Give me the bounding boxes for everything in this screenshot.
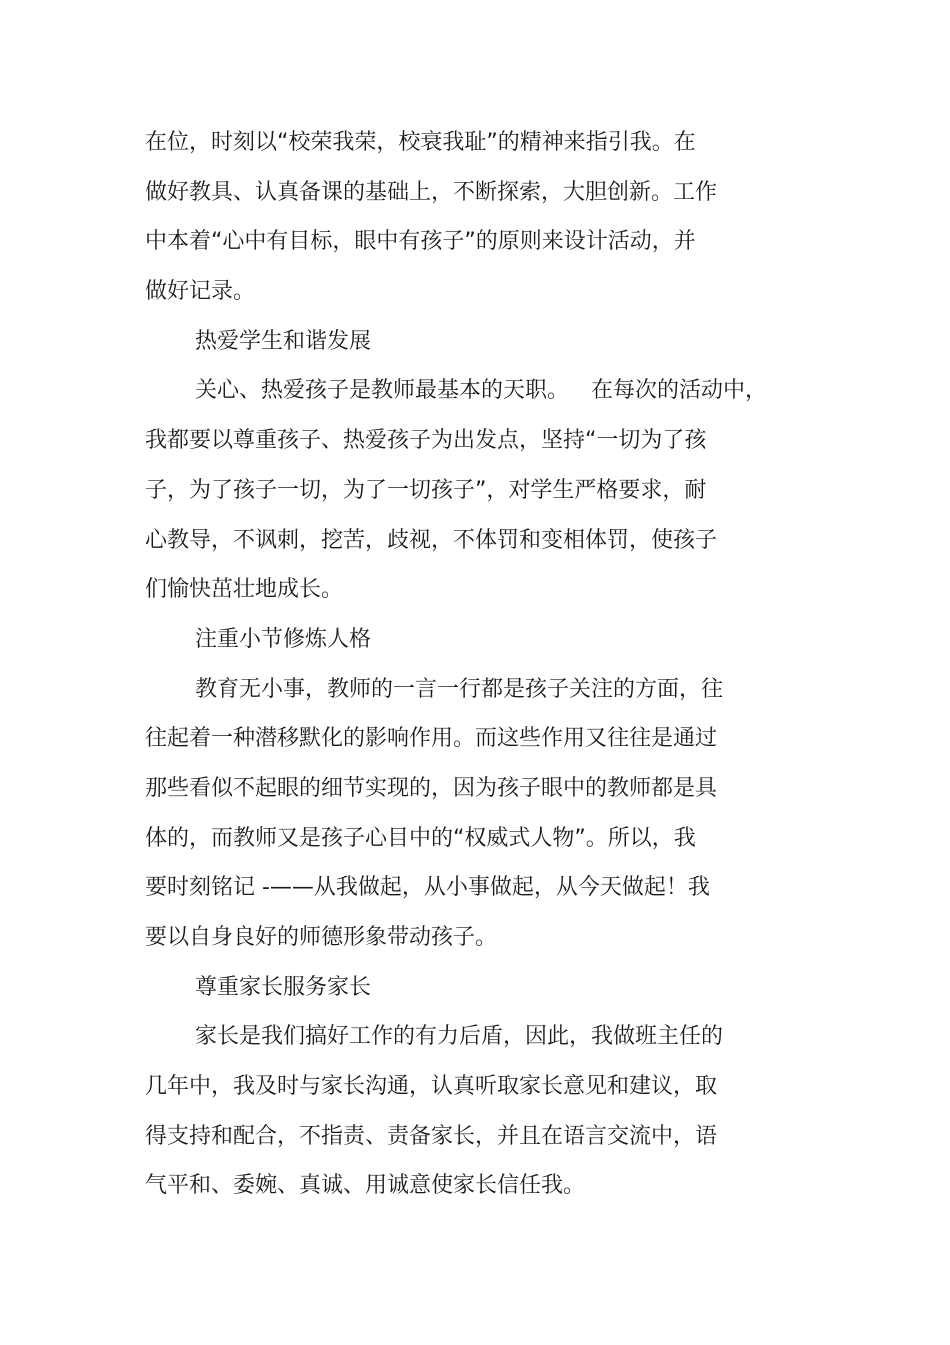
section-heading: 注重小节修炼人格 <box>195 626 372 652</box>
paragraph-line: 们愉快茁壮地成长。 <box>145 577 344 603</box>
paragraph-line: 气平和、委婉、真诚、用诚意使家长信任我。 <box>145 1173 586 1199</box>
paragraph-line: 子，为了孩子一切，为了一切孩子”，对学生严格要求，耐 <box>145 477 707 503</box>
paragraph-segment: 关心、热爱孩子是教师最基本的天职。 <box>195 378 570 404</box>
paragraph-line: 教育无小事，教师的一言一行都是孩子关注的方面，往 <box>195 676 724 702</box>
paragraph-line: 得支持和配合，不指责、责备家长，并且在语言交流中，语 <box>145 1123 718 1149</box>
paragraph-line: 做好教具、认真备课的基础上，不断探索，大胆创新。工作 <box>145 179 718 205</box>
paragraph-line: 那些看似不起眼的细节实现的，因为孩子眼中的教师都是具 <box>145 775 718 801</box>
paragraph-line: 中本着“心中有目标，眼中有孩子”的原则来设计活动，并 <box>145 229 696 255</box>
paragraph-line: 我都要以尊重孩子、热爱孩子为出发点，坚持“一切为了孩 <box>145 428 707 454</box>
paragraph-line: 往起着一种潜移默化的影响作用。而这些作用又往往是通过 <box>145 726 718 752</box>
paragraph-line: 体的，而教师又是孩子心目中的“权威式人物”。所以，我 <box>145 825 696 851</box>
section-heading: 尊重家长服务家长 <box>195 974 372 1000</box>
document-body <box>145 118 805 1211</box>
paragraph-line: 几年中，我及时与家长沟通，认真听取家长意见和建议，取 <box>145 1074 718 1100</box>
paragraph-line: 在位，时刻以“校荣我荣，校衰我耻”的精神来指引我。在 <box>145 130 696 155</box>
paragraph-line: 心教导，不讽刺，挖苦，歧视，不体罚和变相体罚，使孩子 <box>145 527 718 553</box>
paragraph-line: 要时刻铭记 -——从我做起，从小事做起，从今天做起！我 <box>145 875 710 901</box>
paragraph-segment: 在每次的活动中， <box>591 378 768 404</box>
paragraph-line: 要以自身良好的师德形象带动孩子。 <box>145 925 498 950</box>
section-heading: 热爱学生和谐发展 <box>195 328 372 354</box>
paragraph-line: 做好记录。 <box>145 279 256 305</box>
paragraph-line <box>145 366 805 416</box>
paragraph-line: 家长是我们搞好工作的有力后盾，因此，我做班主任的 <box>195 1024 724 1050</box>
